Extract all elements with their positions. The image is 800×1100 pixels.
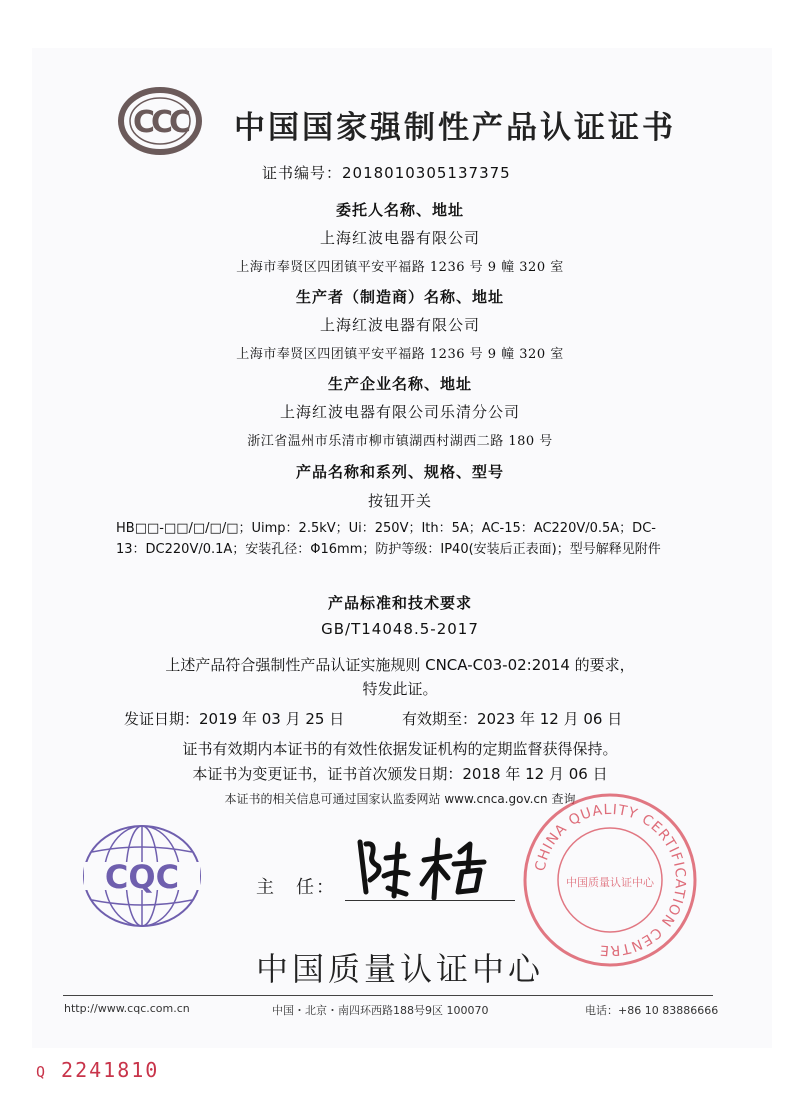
query-note: 本证书的相关信息可通过国家认监委网站 www.cnca.gov.cn 查询 (224, 792, 576, 806)
director-label: 主 任： (256, 877, 336, 898)
cqc-logo-text: CQC (104, 858, 180, 896)
ccc-logo (118, 86, 202, 156)
applicant-heading: 委托人名称、地址 (335, 201, 464, 219)
serial-number (36, 1058, 159, 1082)
manufacturer-heading: 生产者（制造商）名称、地址 (295, 288, 504, 306)
footer-phone: 电话：+86 10 83886666 (585, 1004, 719, 1017)
footer-website[interactable]: http://www.cqc.com.cn (64, 1002, 190, 1015)
change-note: 本证书为变更证书，证书首次颁发日期：2018 年 12 月 06 日 (192, 765, 608, 783)
product-name: 按钮开关 (367, 492, 432, 510)
applicant-address: 上海市奉贤区四团镇平安平福路 1236 号 9 幢 320 室 (236, 260, 564, 275)
certificate-title: 中国国家强制性产品认证证书 (234, 110, 676, 146)
statement-line-2: 特发此证。 (362, 680, 438, 698)
serial-value: 2241810 (61, 1058, 160, 1082)
standard-heading: 产品标准和技术要求 (327, 594, 472, 612)
footer-address: 中国・北京・南四环西路188号9区 100070 (272, 1004, 489, 1017)
signature-line (345, 900, 515, 901)
manufacturer-address: 上海市奉贤区四团镇平安平福路 1236 号 9 幢 320 室 (236, 347, 564, 362)
factory-heading: 生产企业名称、地址 (327, 375, 472, 393)
director-signature (352, 830, 502, 902)
product-spec: HB□□-□□/□/□/□；Uimp：2.5kV；Ui：250V；Ith：5A；AC-15：AC220V/0.5A；DC-13：DC220V/0.1A；安装孔径：Φ16mm；防护等级：IP40(安装后正表面)；型号解释见附件 (116, 521, 661, 557)
seal-ring-text: CHINA QUALITY CERTIFICATION CENTRE (532, 801, 689, 959)
applicant-name: 上海红波电器有限公司 (319, 229, 480, 247)
footer-divider (63, 995, 713, 996)
cqc-logo (78, 820, 206, 932)
cqc-seal (520, 790, 700, 970)
valid-until-date: 有效期至：2023 年 12 月 06 日 (402, 710, 623, 728)
seal-center-text: 中国质量认证中心 (566, 876, 654, 889)
product-heading: 产品名称和系列、规格、型号 (295, 463, 504, 481)
ccc-logo-text: CCC (132, 105, 188, 140)
serial-prefix: Q (36, 1063, 48, 1081)
statement-line-1: 上述产品符合强制性产品认证实施规则 CNCA-C03-02:2014 的要求， (165, 656, 635, 674)
certificate-number: 证书编号：2018010305137375 (262, 164, 511, 182)
factory-name: 上海红波电器有限公司乐清分公司 (279, 403, 520, 421)
manufacturer-name: 上海红波电器有限公司 (319, 316, 480, 334)
validity-note: 证书有效期内本证书的有效性依据发证机构的定期监督获得保持。 (182, 740, 618, 758)
issuing-organization: 中国质量认证中心 (255, 950, 544, 988)
factory-address: 浙江省温州市乐清市柳市镇湖西村湖西二路 180 号 (247, 434, 553, 449)
issue-date: 发证日期：2019 年 03 月 25 日 (124, 710, 345, 728)
standard-value: GB/T14048.5-2017 (321, 620, 479, 638)
